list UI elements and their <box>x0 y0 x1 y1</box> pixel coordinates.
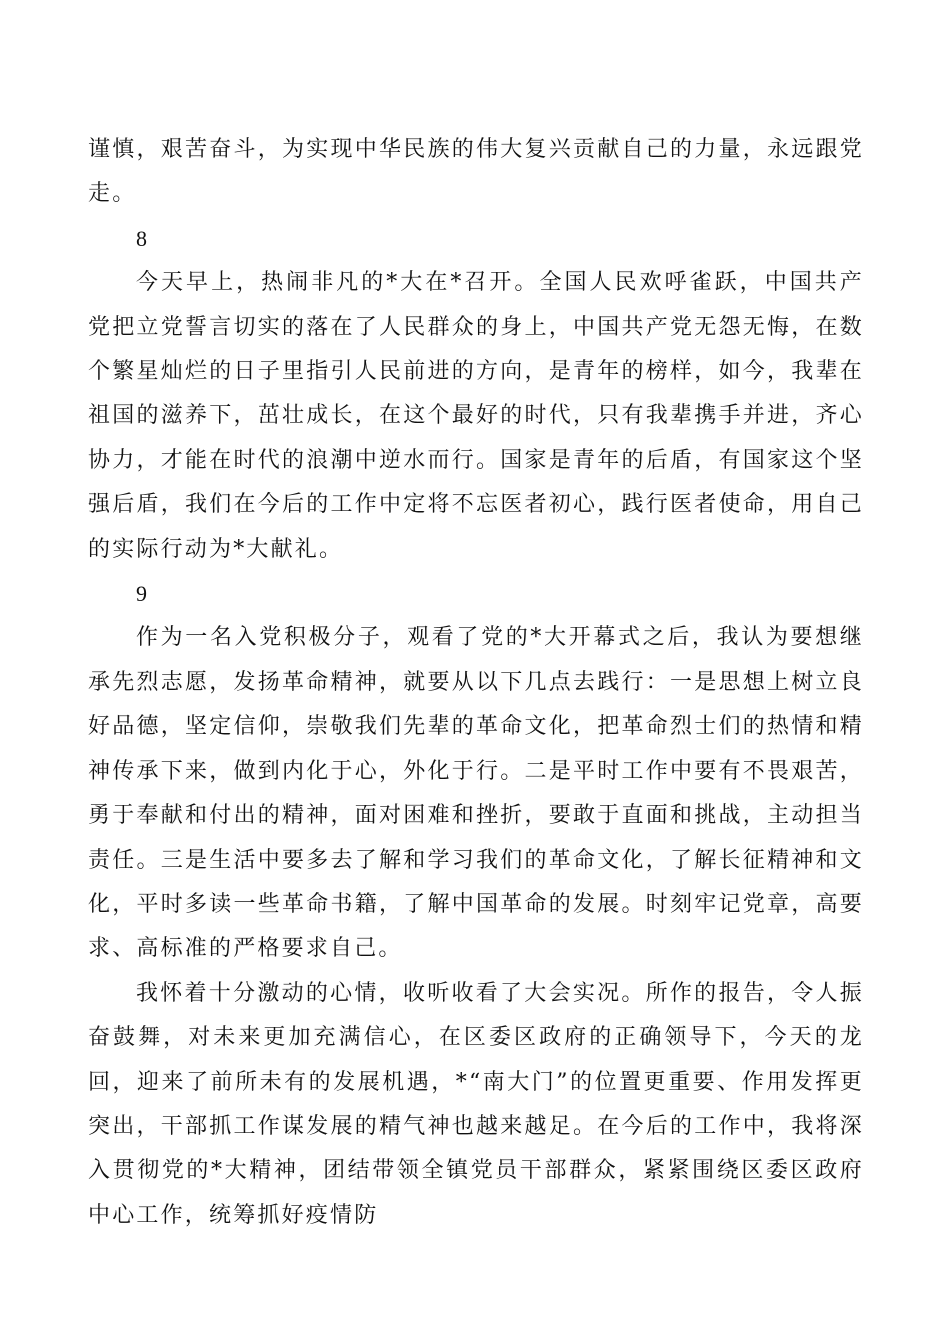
item-number-9: 9 <box>136 581 147 607</box>
paragraph-final: 我怀着十分激动的心情，收听收看了大会实况。所作的报告，令人振奋鼓舞，对未来更加充满信心，在区委区政府的正确领导下，今天的龙回，迎来了前所未有的发展机遇，*“南大门”的位置更重要、作用发挥更突出，干部抓工作谋发展的精气神也越来越足。在今后的工作中，我将深入贯彻党的*大精神，团结带领全镇党员干部群众，紧紧围绕区委区政府中心工作，统筹抓好疫情防 <box>88 980 864 1228</box>
paragraph-item-9: 作为一名入党积极分子，观看了党的*大开幕式之后，我认为要想继承先烈志愿，发扬革命精神，就要从以下几点去践行：一是思想上树立良好品德，坚定信仰，崇敬我们先辈的革命文化，把革命烈士们的热情和精神传承下来，做到内化于心，外化于行。二是平时工作中要有不畏艰苦，勇于奉献和付出的精神，面对困难和挫折，要敢于直面和挑战，主动担当责任。三是生活中要多去了解和学习我们的革命文化，了解长征精神和文化，平时多读一些革命书籍，了解中国革命的发展。时刻牢记党章，高要求、高标准的严格要求自己。 <box>88 625 864 962</box>
paragraph-continuation: 谨慎，艰苦奋斗，为实现中华民族的伟大复兴贡献自己的力量，永远跟党走。 <box>88 137 864 207</box>
document-body <box>88 128 864 1238</box>
item-number-8: 8 <box>136 225 147 251</box>
paragraph-item-8: 今天早上，热闹非凡的*大在*召开。全国人民欢呼雀跃，中国共产党把立党誓言切实的落在了人民群众的身上，中国共产党无怨无悔，在数个繁星灿烂的日子里指引人民前进的方向，是青年的榜样，如今，我辈在祖国的滋养下，茁壮成长，在这个最好的时代，只有我辈携手并进，齐心协力，才能在时代的浪潮中逆水而行。国家是青年的后盾，有国家这个坚强后盾，我们在今后的工作中定将不忘医者初心，践行医者使命，用自己的实际行动为*大献礼。 <box>88 270 864 562</box>
